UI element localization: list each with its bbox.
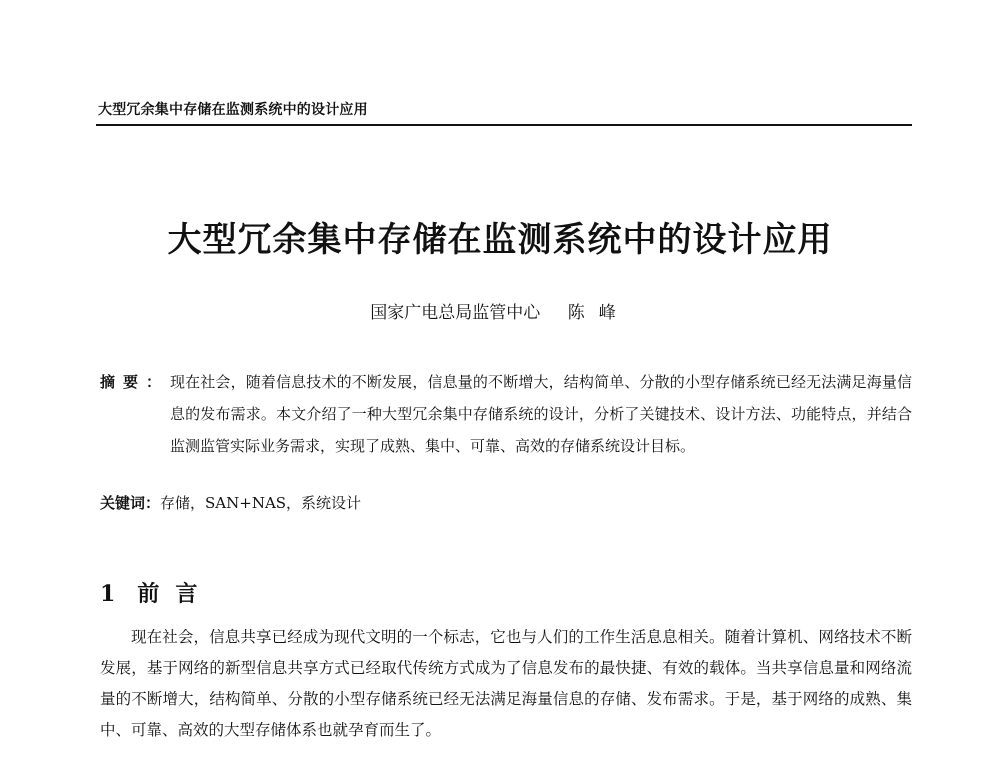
section-heading xyxy=(100,578,213,610)
running-header: 大型冗余集中存储在监测系统中的设计应用 xyxy=(98,102,368,118)
abstract xyxy=(100,366,912,462)
abstract-text: 现在社会，随着信息技术的不断发展，信息量的不断增大，结构简单、分散的小型存储系统已经无法满足海量信息的发布需求。本文介绍了一种大型冗余集中存储系统的设计，分析了关键技术、设计方法、功能特点，并结合监测监管实际业务需求，实现了成熟、集中、可靠、高效的存储系统设计目标。 xyxy=(170,373,912,455)
section-number: 1 xyxy=(100,581,116,607)
header-rule xyxy=(96,124,912,126)
paper-title: 大型冗余集中存储在监测系统中的设计应用 xyxy=(167,220,833,260)
section-title: 前言 xyxy=(137,581,214,607)
author-line xyxy=(0,300,1000,326)
abstract-label: 摘要： xyxy=(100,373,170,391)
author-affiliation: 国家广电总局监管中心 xyxy=(370,303,541,323)
keywords-label: 关键词： xyxy=(100,494,161,512)
body-paragraph: 现在社会，信息共享已经成为现代文明的一个标志，它也与人们的工作生活息息相关。随着计算机、网络技术不断发展，基于网络的新型信息共享方式已经取代传统方式成为了信息发布的最快捷、有效的载体。当共享信息量和网络流量的不断增大，结构简单、分散的小型存储系统已经无法满足海量信息的存储、发布需求。于是，基于网络的成熟、集中、可靠、高效的大型存储体系也就孕育而生了。 xyxy=(100,628,912,739)
keywords-text: 存储，SAN+NAS，系统设计 xyxy=(160,494,362,512)
author-name: 陈峰 xyxy=(567,303,630,323)
keywords xyxy=(100,490,361,516)
